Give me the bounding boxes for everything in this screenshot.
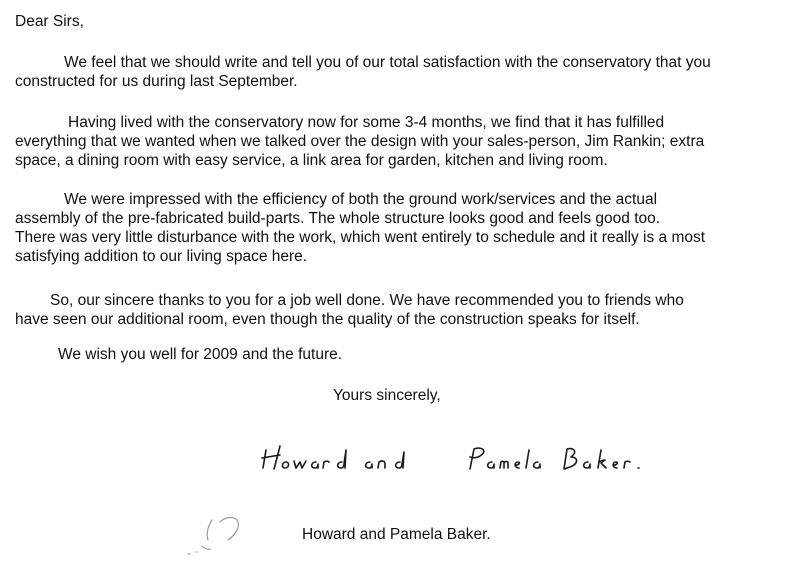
paragraph-2-line-1: Having lived with the conservatory now for some 3-4 months, we find that it has fulfilled — [68, 114, 665, 131]
paragraph-3-line-4: satisfying addition to our living space here. — [15, 248, 308, 265]
paragraph-1-line-2: constructed for us during last September. — [15, 73, 298, 90]
paragraph-3-line-3: There was very little disturbance with the work, which went entirely to schedule and it really is a most — [15, 229, 706, 246]
closing: Yours sincerely, — [333, 387, 441, 404]
handwritten-signature — [258, 440, 668, 474]
paragraph-1-line-1: We feel that we should write and tell you of our total satisfaction with the conservatory that you — [64, 54, 711, 71]
paragraph-5-line-1: We wish you well for 2009 and the future. — [58, 346, 343, 363]
paragraph-2-line-3: space, a dining room with easy service, a link area for garden, kitchen and living room. — [15, 152, 608, 169]
paragraph-4-line-1: So, our sincere thanks to you for a job well done. We have recommended you to friends who — [50, 292, 684, 309]
paragraph-3-line-2: assembly of the pre-fabricated build-parts. The whole structure looks good and feels good too. — [15, 210, 661, 227]
paragraph-3-line-1: We were impressed with the efficiency of both the ground work/services and the actual — [64, 191, 658, 208]
paragraph-4-line-2: have seen our additional room, even though the quality of the construction speaks for itself. — [15, 311, 640, 328]
printed-name: Howard and Pamela Baker. — [302, 526, 491, 543]
faint-pencil-mark — [182, 512, 262, 557]
paragraph-2-line-2: everything that we wanted when we talked over the design with your sales-person, Jim Rankin; extra — [15, 133, 705, 150]
salutation: Dear Sirs, — [15, 13, 84, 30]
